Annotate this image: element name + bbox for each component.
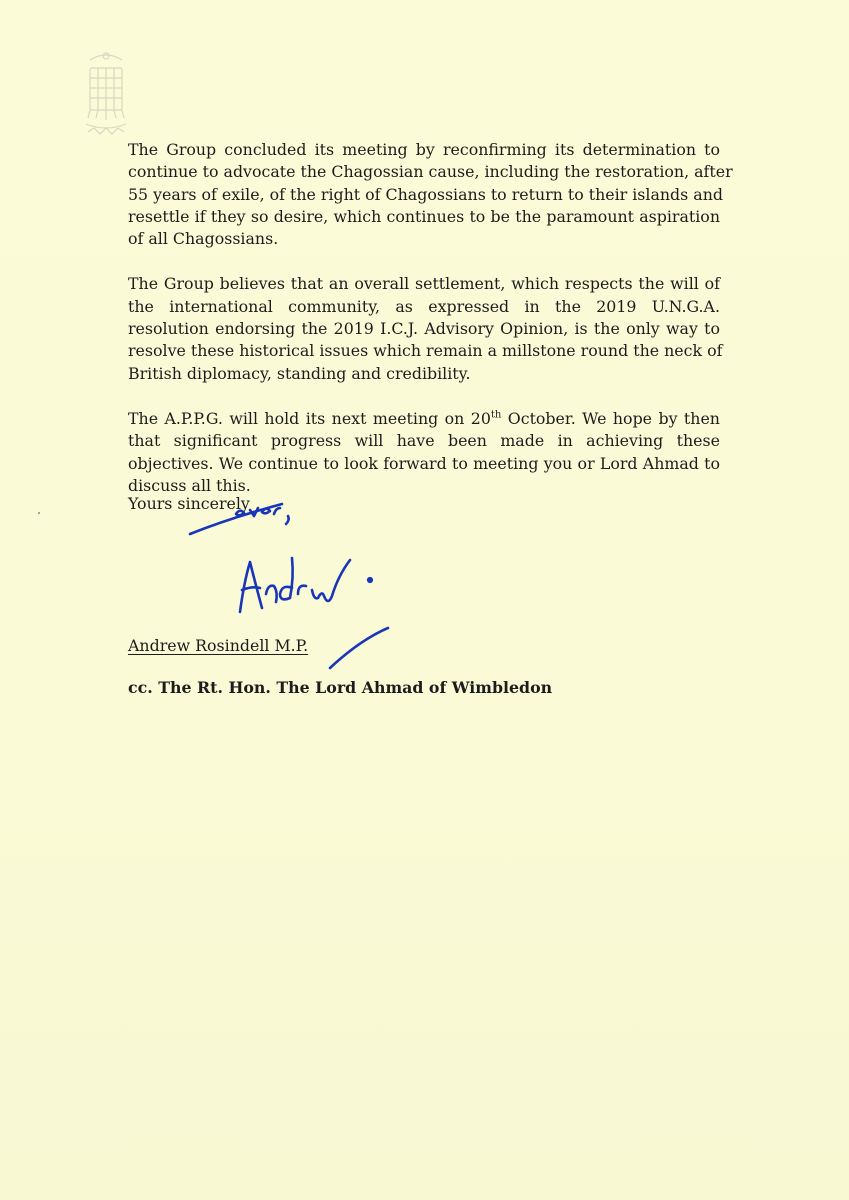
paragraph-next-meeting	[128, 408, 720, 497]
text-line: 55 years of exile, of the right of Chagossians to return to their islands and	[128, 184, 723, 204]
text-segment: October. We hope by then	[501, 408, 720, 428]
portcullis-icon	[82, 48, 130, 138]
text-line: British diplomacy, standing and credibility.	[128, 363, 471, 383]
paragraph-conclusion	[128, 139, 733, 250]
paragraph-settlement	[128, 273, 723, 384]
text-line	[128, 408, 720, 430]
ordinal-suffix: th	[490, 409, 502, 421]
text-line: of all Chagossians.	[128, 229, 279, 249]
text-line: The Group concluded its meeting by reconfirming its determination to	[128, 140, 720, 159]
signer-name: Andrew Rosindell M.P.	[128, 636, 309, 655]
text-line: that significant progress will have been made in achieving these	[128, 431, 720, 451]
text-line: resolve these historical issues which remain a millstone round the neck of	[128, 341, 723, 361]
text-line: resettle if they so desire, which continues to be the paramount aspiration	[128, 206, 720, 226]
closing-salutation: Yours sincerely	[128, 494, 250, 513]
scan-speck	[38, 512, 40, 514]
cc-line: cc. The Rt. Hon. The Lord Ahmad of Wimbledon	[128, 678, 553, 697]
text-line: objectives. We continue to look forward to meeting you or Lord Ahmad to	[128, 453, 720, 473]
text-line: continue to advocate the Chagossian cause, including the restoration, after	[128, 162, 733, 182]
handwritten-signature	[170, 490, 410, 690]
letter-body	[128, 139, 733, 520]
text-line: the international community, as expressed in the 2019 U.N.G.A.	[128, 296, 720, 316]
text-line: resolution endorsing the 2019 I.C.J. Advisory Opinion, is the only way to	[128, 319, 720, 339]
text-line: discuss all this.	[128, 475, 251, 495]
text-line: The Group believes that an overall settlement, which respects the will of	[128, 274, 720, 294]
text-segment: The A.P.P.G. will hold its next meeting on 20	[128, 408, 491, 428]
